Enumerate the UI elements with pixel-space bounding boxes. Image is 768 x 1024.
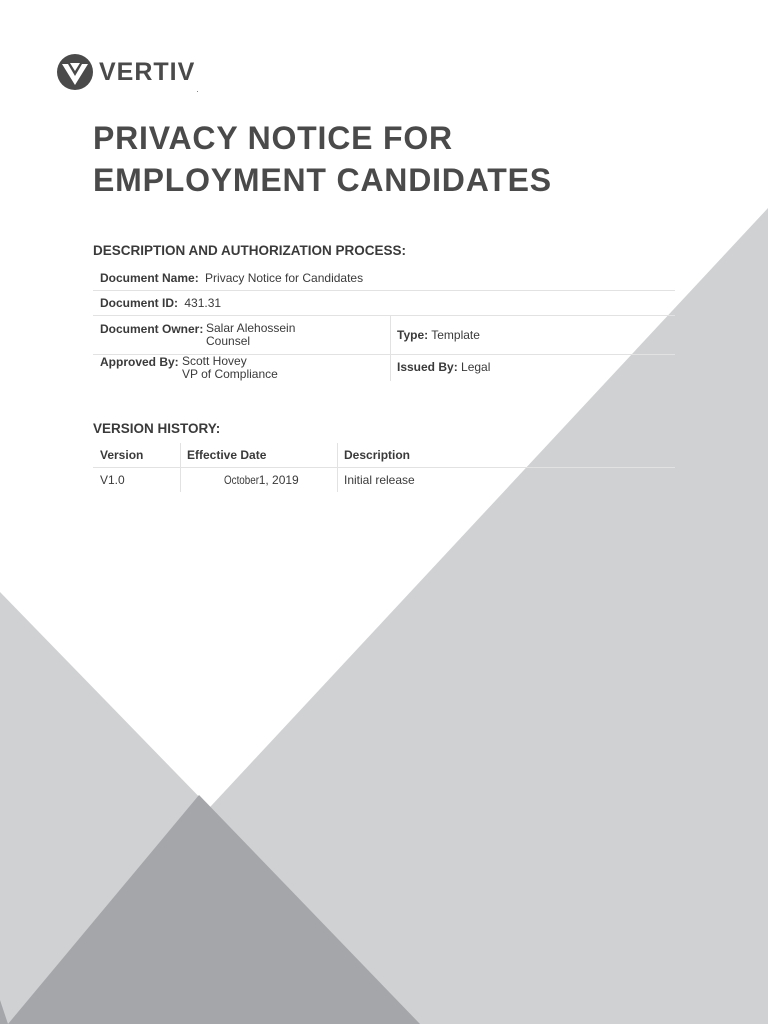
column-header-description: Description [344, 448, 411, 462]
title-line-2: EMPLOYMENT CANDIDATES [93, 162, 552, 198]
version-history-heading: VERSION HISTORY: [93, 421, 221, 436]
column-divider [390, 355, 391, 381]
issued-by-value: Legal [461, 360, 491, 374]
document-id-label: Document ID: [100, 296, 178, 310]
document-name-row [93, 266, 675, 291]
document-id-row [93, 291, 675, 316]
description-heading: DESCRIPTION AND AUTHORIZATION PROCESS: [93, 243, 407, 258]
effective-date-cell [224, 473, 299, 487]
vertiv-logo-icon [57, 54, 93, 90]
vertiv-logo [57, 53, 199, 94]
version-cell: V1.0 [100, 473, 125, 487]
column-header-version: Version [100, 448, 144, 462]
version-table-header [93, 443, 675, 468]
document-name-label: Document Name: [100, 271, 199, 285]
document-owner-row [93, 316, 675, 355]
title-line-1: PRIVACY NOTICE FOR [93, 120, 453, 156]
document-owner-name: Salar Alehossein [206, 321, 296, 335]
approved-by-name: Scott Hovey [182, 354, 247, 368]
document-id-value: 431.31 [184, 296, 222, 310]
approved-by-title: VP of Compliance [182, 367, 278, 381]
document-owner-title: Counsel [206, 334, 251, 348]
effective-date-day-year: 1, 2019 [258, 473, 299, 487]
page-title [93, 117, 552, 201]
logo-trademark: . [196, 84, 199, 94]
document-owner-label: Document Owner: [100, 322, 204, 336]
type-value: Template [431, 328, 480, 342]
approved-by-label: Approved By: [100, 355, 179, 369]
approved-by-row [93, 355, 675, 381]
logo-wordmark: VERTIV [99, 57, 196, 86]
issued-by-label: Issued By: [397, 360, 458, 374]
document-info-table [93, 266, 675, 381]
description-cell: Initial release [344, 473, 415, 487]
document-name-value: Privacy Notice for Candidates [205, 271, 364, 285]
table-row [93, 468, 675, 492]
column-header-effective-date: Effective Date [187, 448, 267, 462]
version-history-table [93, 443, 675, 492]
type-label: Type: [397, 328, 429, 342]
column-divider [390, 316, 391, 354]
effective-date-month: October [224, 473, 260, 487]
